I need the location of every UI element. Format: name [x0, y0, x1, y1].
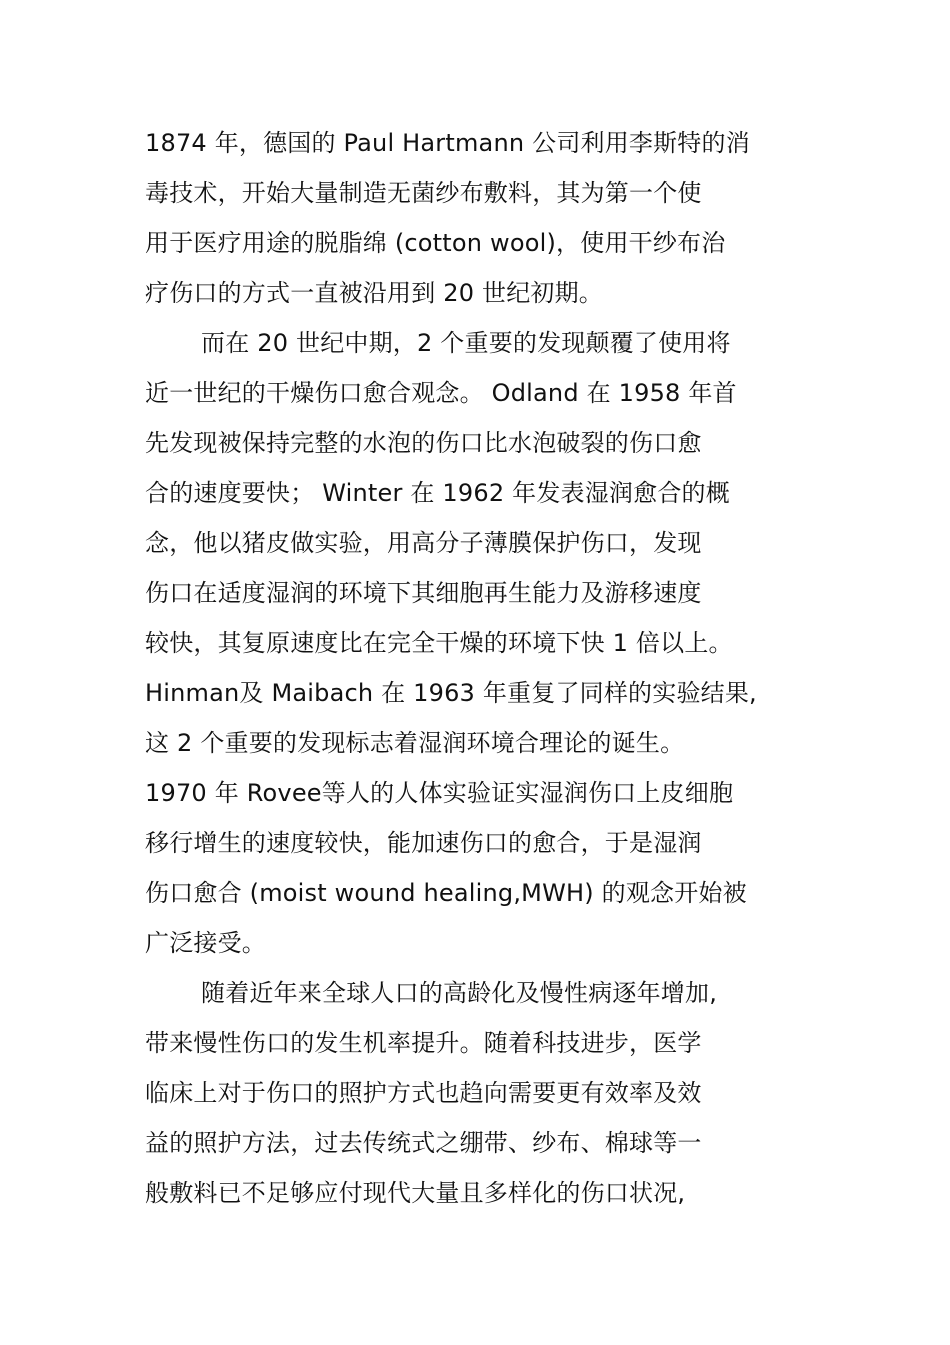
text-line: 益的照护方法，过去传统式之绷带、纱布、棉球等一 [145, 1129, 702, 1157]
text-line: 较快，其复原速度比在完全干燥的环境下快 1 倍以上。 [145, 629, 733, 657]
text-line: Hinman及 Maibach 在 1963 年重复了同样的实验结果, [145, 679, 757, 707]
body-text [145, 118, 825, 1218]
text-line: 般敷料已不足够应付现代大量且多样化的伤口状况, [145, 1179, 686, 1207]
paragraph-first-line: 而在 20 世纪中期，2 个重要的发现颠覆了使用将 [201, 329, 731, 357]
text-line: 用于医疗用途的脱脂绵 (cotton wool)，使用干纱布治 [145, 229, 726, 257]
text-line: 先发现被保持完整的水泡的伤口比水泡破裂的伤口愈 [145, 429, 702, 457]
text-line: 1874 年，德国的 Paul Hartmann 公司利用李斯特的消 [145, 129, 750, 157]
text-line: 临床上对于伤口的照护方式也趋向需要更有效率及效 [145, 1079, 702, 1107]
text-line: 伤口愈合 (moist wound healing,MWH) 的观念开始被 [145, 879, 747, 907]
text-line: 合的速度要快； Winter 在 1962 年发表湿润愈合的概 [145, 479, 730, 507]
text-line: 带来慢性伤口的发生机率提升。随着科技进步，医学 [145, 1029, 702, 1057]
text-line: 毒技术，开始大量制造无菌纱布敷料，其为第一个使 [145, 179, 702, 207]
text-line: 这 2 个重要的发现标志着湿润环境合理论的诞生。 [145, 729, 685, 757]
text-line: 近一世纪的干燥伤口愈合观念。 Odland 在 1958 年首 [145, 379, 737, 407]
text-line: 伤口在适度湿润的环境下其细胞再生能力及游移速度 [145, 579, 702, 607]
text-line: 念，他以猪皮做实验，用高分子薄膜保护伤口，发现 [145, 529, 702, 557]
text-line: 广泛接受。 [145, 929, 266, 957]
paragraph-first-line: 随着近年来全球人口的高龄化及慢性病逐年增加, [201, 979, 718, 1007]
text-line: 1970 年 Rovee等人的人体实验证实湿润伤口上皮细胞 [145, 779, 734, 807]
text-line: 疗伤口的方式一直被沿用到 20 世纪初期。 [145, 279, 603, 307]
text-line: 移行增生的速度较快，能加速伤口的愈合，于是湿润 [145, 829, 702, 857]
